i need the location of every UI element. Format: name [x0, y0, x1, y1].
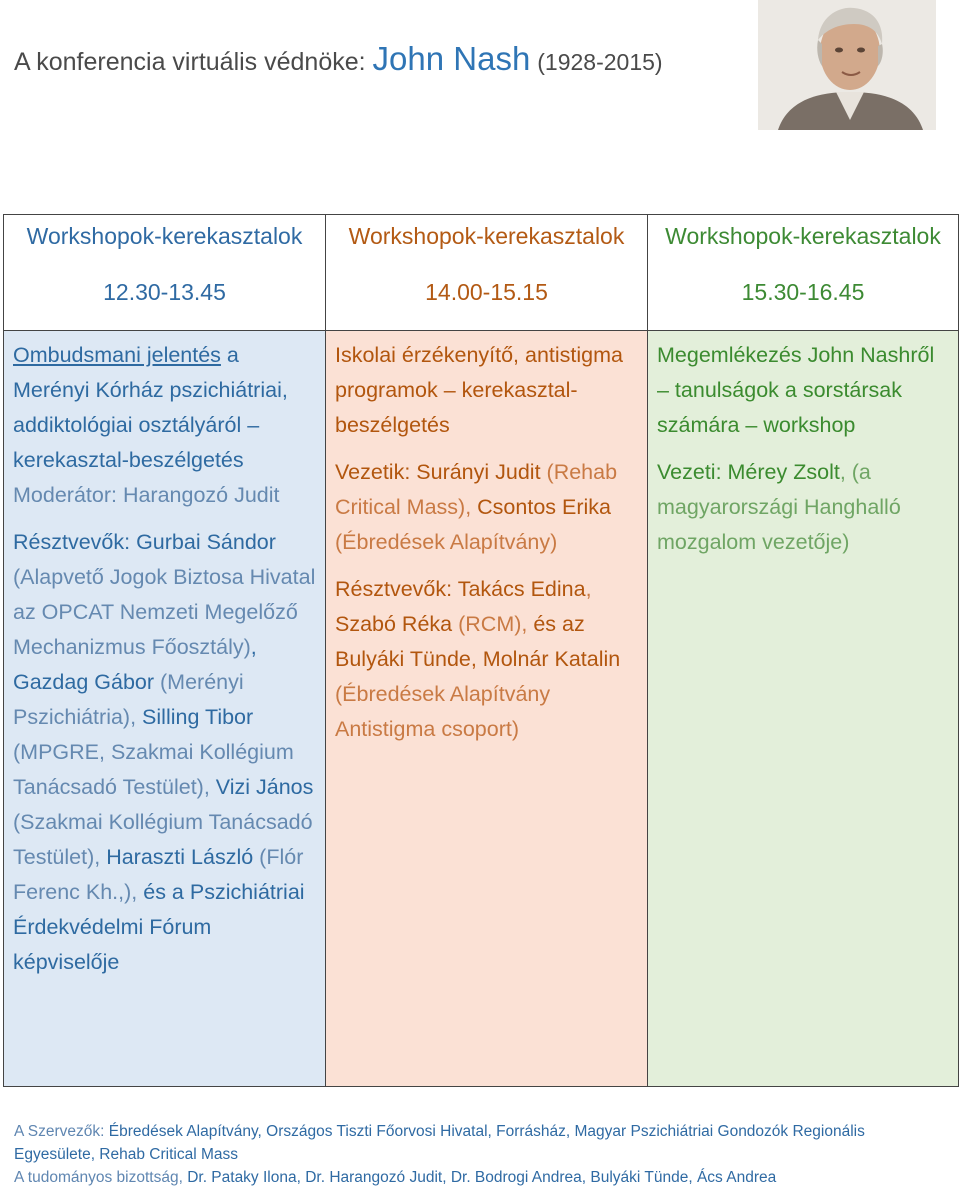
- page-footer: [14, 1120, 944, 1189]
- committee-line: A tudományos bizottság, Dr. Pataky Ilona, Dr. Harangozó Judit, Dr. Bodrogi Andrea, Bulyáki Tünde, Ács Andrea: [14, 1169, 777, 1186]
- column-1-body: [4, 331, 326, 1087]
- patron-name: John Nash: [372, 40, 531, 77]
- column-2-title: Iskolai érzékenyítő, antistigma programok – kerekasztal-beszélgetés: [335, 343, 623, 437]
- column-3-time: 15.30-16.45: [741, 279, 865, 305]
- column-2-heading: Workshopok-kerekasztalok: [348, 223, 625, 249]
- workshop-table: [3, 214, 959, 1087]
- column-2-header: [326, 215, 648, 331]
- patron-years: (1928-2015): [537, 49, 663, 75]
- john-nash-portrait: [758, 0, 936, 130]
- column-2-body: [326, 331, 648, 1087]
- header-prefix: A konferencia virtuális védnöke:: [14, 48, 366, 76]
- ombudsman-report-link[interactable]: Ombudsmani jelentés: [13, 343, 221, 367]
- organizers-line: A Szervezők: Ébredések Alapítvány, Országos Tiszti Főorvosi Hivatal, Forrásház, Magyar Pszichiátriai Gondozók Regionális Egyesülete, Rehab Critical Mass: [14, 1123, 865, 1163]
- column-2-participants: Résztvevők: Takács Edina, Szabó Réka (RCM), és az Bulyáki Tünde, Molnár Katalin (Ébredések Alapítvány Antistigma csoport): [335, 577, 621, 741]
- column-1-title: Ombudsmani jelentés a Merényi Kórház pszichiátriai, addiktológiai osztályáról – kerekasztal-beszélgetés: [13, 343, 288, 472]
- column-2-time: 14.00-15.15: [425, 279, 548, 305]
- column-3-body: [648, 331, 959, 1087]
- column-3-leader: Vezeti: Mérey Zsolt, (a magyarországi Hanghalló mozgalom vezetője): [657, 460, 901, 554]
- column-2-leaders: Vezetik: Surányi Judit (Rehab Critical Mass), Csontos Erika (Ébredések Alapítvány): [335, 460, 618, 554]
- column-1-time: 12.30-13.45: [103, 279, 226, 305]
- column-1-moderator: Moderátor: Harangozó Judit: [13, 483, 280, 507]
- column-3-header: [648, 215, 959, 331]
- column-1-header: [4, 215, 326, 331]
- column-1-participants: Résztvevők: Gurbai Sándor (Alapvető Jogok Biztosa Hivatal az OPCAT Nemzeti Megelőző Mechanizmus Főosztály), Gazdag Gábor (Merényi Pszichiátria), Silling Tibor (MPGRE, Szakmai Kollégium Tanácsadó Testület), Vizi János (Szakmai Kollégium Tanácsadó Testület), Haraszti László (Flór Ferenc Kh.,), és a Pszichiátriai Érdekvédelmi Fórum képviselője: [13, 530, 316, 974]
- column-3-title: Megemlékezés John Nashről – tanulságok a sorstársak számára – workshop: [657, 343, 935, 437]
- column-1-heading: Workshopok-kerekasztalok: [26, 223, 303, 249]
- page-header: [14, 40, 663, 78]
- column-3-heading: Workshopok-kerekasztalok: [665, 223, 941, 249]
